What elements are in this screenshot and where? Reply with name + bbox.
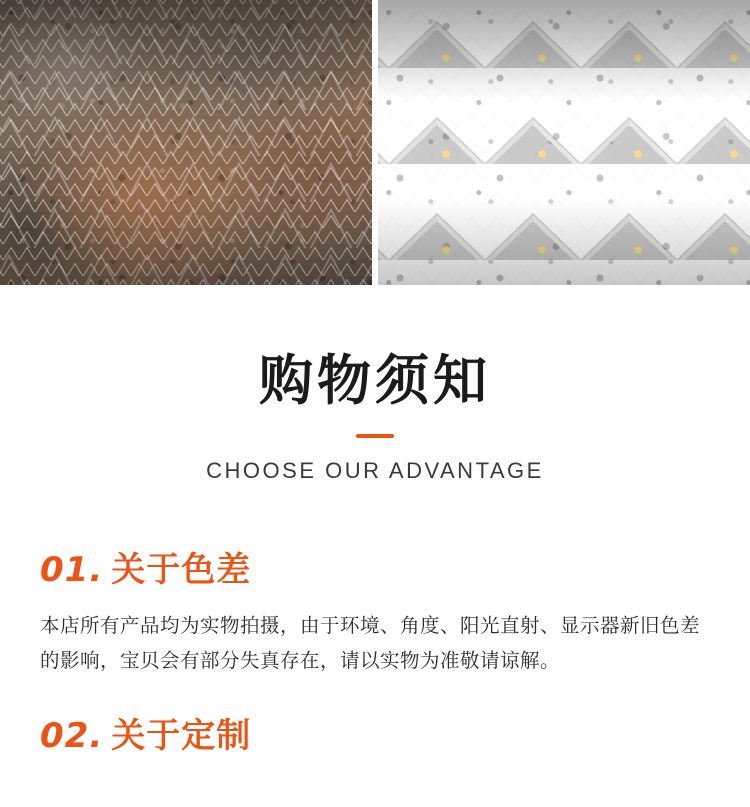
- section-heading: [40, 542, 710, 591]
- title-divider: [356, 434, 394, 438]
- section-heading: [40, 708, 710, 757]
- page-title: 购物须知: [259, 349, 491, 412]
- section-heading-block: [0, 285, 750, 484]
- section-number: 02.: [40, 715, 104, 756]
- rockfall-netting-closeup-photo-right[interactable]: [378, 0, 750, 285]
- notice-section-color-difference: [40, 542, 710, 677]
- photo-vignette: [0, 0, 372, 285]
- photo-vignette: [378, 0, 750, 285]
- rockfall-netting-slope-photo-left[interactable]: [0, 0, 372, 285]
- section-body: 本店所有产品均为实物拍摄，由于环境、角度、阳光直射、显示器新旧色差的影响，宝贝会有部分失真存在，请以实物为准敬请谅解。: [40, 614, 701, 672]
- section-title: 关于定制: [111, 715, 252, 756]
- section-number: 01.: [40, 550, 104, 591]
- section-title: 关于色差: [111, 550, 252, 591]
- page-subtitle: CHOOSE OUR ADVANTAGE: [206, 458, 544, 484]
- notice-sections: [0, 484, 750, 756]
- photo-gallery: [0, 0, 750, 285]
- notice-section-customization: [40, 708, 710, 757]
